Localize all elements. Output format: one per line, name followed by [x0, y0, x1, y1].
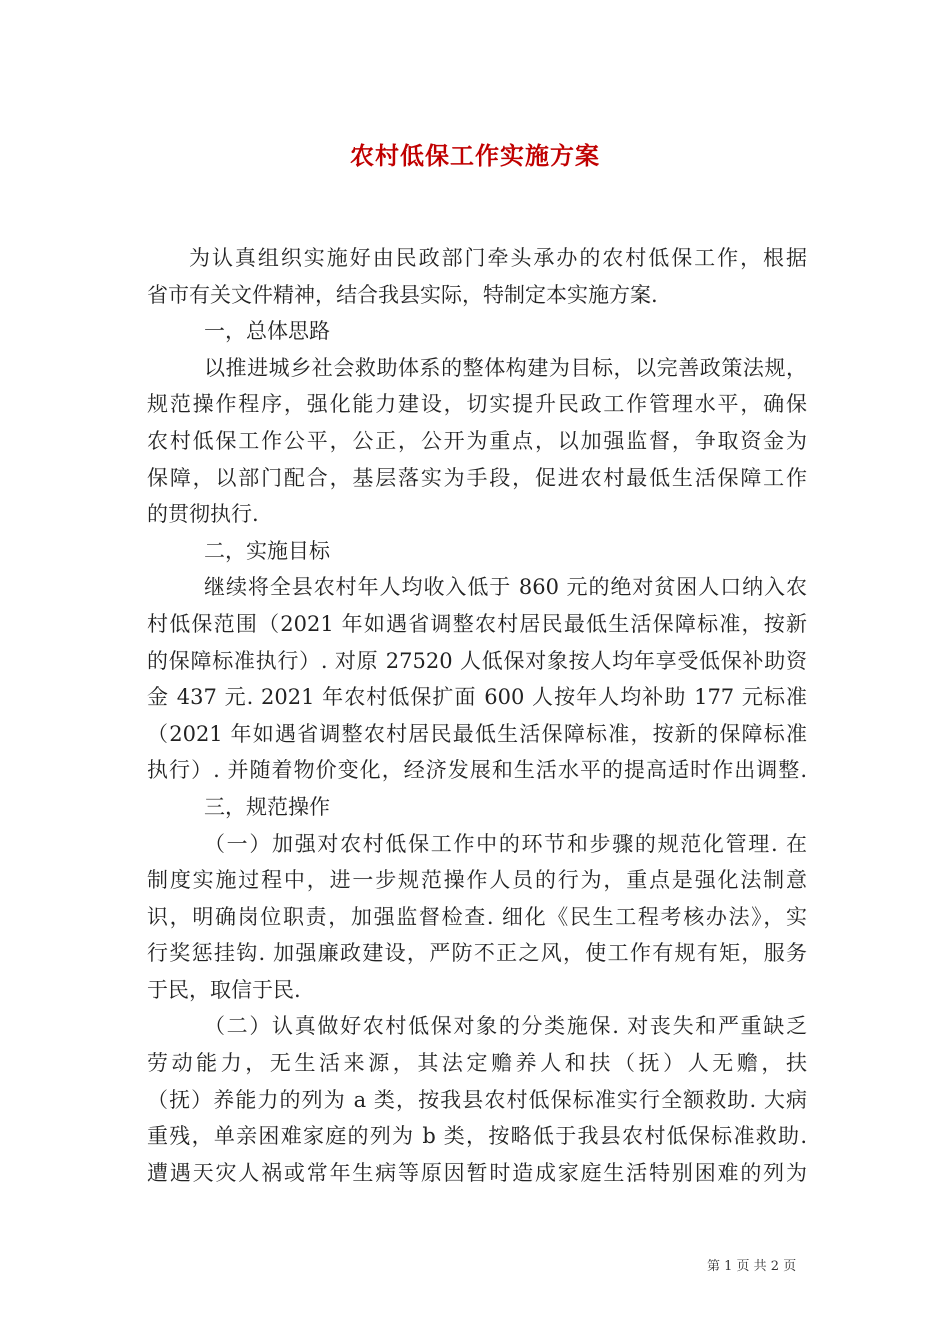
paragraph-line: 的贯彻执行. — [147, 502, 259, 527]
paragraph-line: 的保障标准执行）. 对原 27520 人低保对象按人均年享受低保补助资 — [147, 648, 807, 673]
paragraph-line: 劳动能力，无生活来源，其法定赡养人和扶（抚）人无赡，扶 — [147, 1051, 807, 1076]
paragraph-line: 农村低保工作公平，公正，公开为重点，以加强监督，争取资金为 — [147, 428, 807, 453]
paragraph-line: 村低保范围（2021 年如遇省调整农村居民最低生活保障标准，按新 — [147, 611, 807, 636]
paragraph-line: 识，明确岗位职责，加强监督检查. 细化《民生工程考核办法》，实 — [147, 904, 807, 929]
paragraph-line: 遭遇天灾人祸或常年生病等原因暂时造成家庭生活特别困难的列为 — [147, 1160, 807, 1185]
section-heading: 二，实施目标 — [204, 538, 330, 563]
paragraph-line: 保障，以部门配合，基层落实为手段，促进农村最低生活保障工作 — [147, 465, 807, 490]
paragraph-line: （2021 年如遇省调整农村居民最低生活保障标准，按新的保障标准 — [147, 721, 807, 746]
paragraph-line: （抚）养能力的列为 a 类，按我县农村低保标准实行全额救助. 大病 — [147, 1087, 807, 1112]
paragraph-line: 执行）. 并随着物价变化，经济发展和生活水平的提高适时作出调整. — [147, 758, 807, 783]
paragraph-line: 以推进城乡社会救助体系的整体构建为目标，以完善政策法规， — [204, 355, 807, 380]
paragraph-line: （一）加强对农村低保工作中的环节和步骤的规范化管理. 在 — [204, 831, 807, 856]
section-heading: 三，规范操作 — [204, 794, 330, 819]
paragraph-line: 为认真组织实施好由民政部门牵头承办的农村低保工作，根据 — [189, 246, 807, 270]
paragraph-line: 行奖惩挂钩. 加强廉政建设，严防不正之风，使工作有规有矩，服务 — [147, 941, 807, 966]
document-title: 农村低保工作实施方案 — [350, 141, 600, 170]
document-body — [147, 240, 807, 1191]
paragraph-line: 重残，单亲困难家庭的列为 b 类，按略低于我县农村低保标准救助. — [147, 1124, 807, 1149]
paragraph-line: （二）认真做好农村低保对象的分类施保. 对丧失和严重缺乏 — [204, 1014, 807, 1039]
paragraph-line: 制度实施过程中，进一步规范操作人员的行为，重点是强化法制意 — [147, 868, 807, 893]
section-heading: 一，总体思路 — [204, 319, 330, 344]
paragraph-line: 金 437 元. 2021 年农村低保扩面 600 人按年人均补助 177 元标准 — [147, 685, 807, 710]
paragraph-line: 规范操作程序，强化能力建设，切实提升民政工作管理水平，确保 — [147, 392, 807, 417]
paragraph-line: 省市有关文件精神，结合我县实际，特制定本实施方案. — [147, 282, 658, 307]
page-number: 第 1 页 共 2 页 — [707, 1259, 797, 1274]
paragraph-line: 继续将全县农村年人均收入低于 860 元的绝对贫困人口纳入农 — [204, 575, 807, 600]
paragraph-line: 于民，取信于民. — [147, 977, 301, 1002]
